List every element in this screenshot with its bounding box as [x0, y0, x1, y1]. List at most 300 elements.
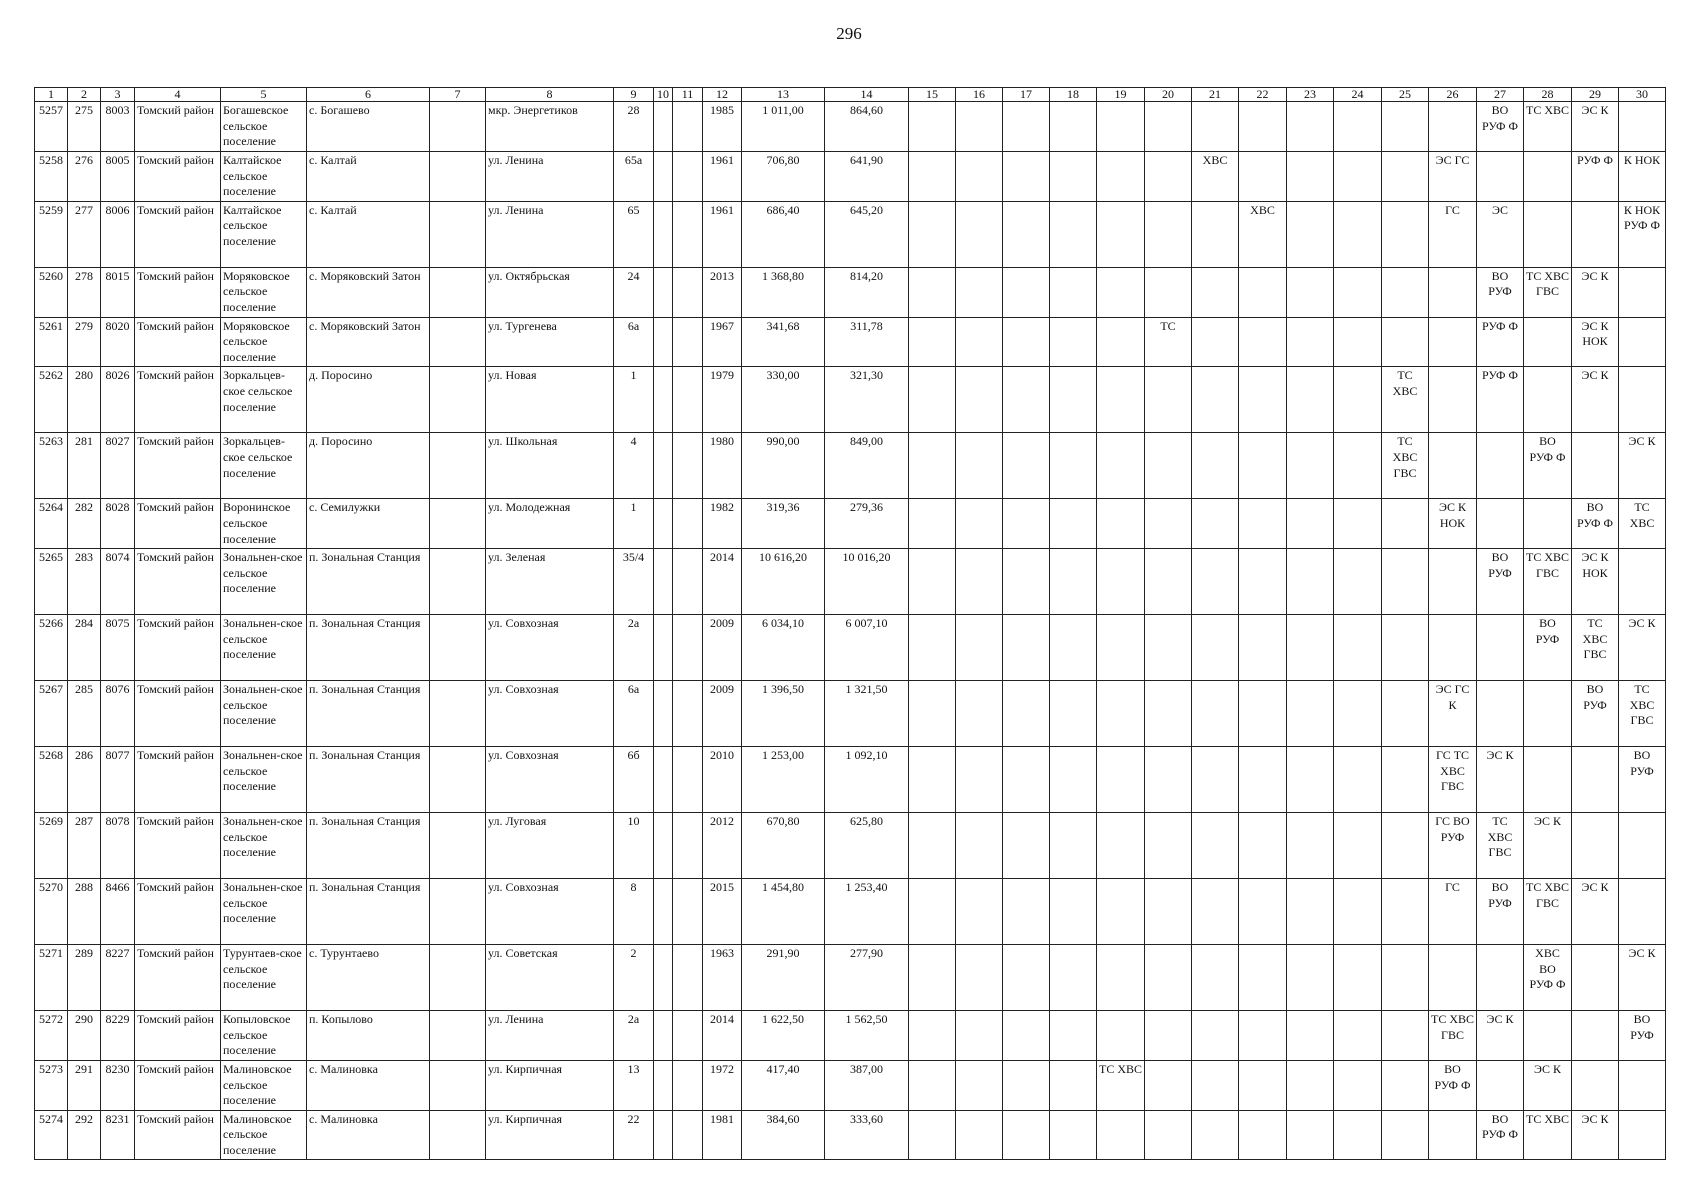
table-cell-col-3: 8230 — [101, 1060, 135, 1110]
column-header: 1 — [35, 88, 68, 102]
table-cell-col-2: 287 — [68, 813, 101, 879]
table-cell-col-14: 645,20 — [825, 201, 909, 267]
table-cell-col-9: 24 — [614, 267, 654, 317]
table-cell-col-23 — [1287, 433, 1334, 499]
table-cell-col-24 — [1334, 747, 1382, 813]
table-cell-col-4: Томский район — [135, 681, 221, 747]
column-number-header — [35, 88, 1666, 102]
table-cell-col-10 — [654, 433, 673, 499]
table-cell-col-14: 1 092,10 — [825, 747, 909, 813]
table-cell-col-27: ЭС К — [1477, 747, 1524, 813]
table-cell-col-18 — [1050, 615, 1097, 681]
table-cell-col-12: 2009 — [703, 681, 742, 747]
table-cell-col-8: ул. Совхозная — [486, 747, 614, 813]
table-row — [35, 615, 1666, 681]
table-cell-col-1: 5264 — [35, 499, 68, 549]
table-cell-col-6: с. Богашево — [307, 102, 430, 152]
table-cell-col-8: ул. Зеленая — [486, 549, 614, 615]
table-cell-col-20 — [1145, 433, 1192, 499]
table-cell-col-14: 6 007,10 — [825, 615, 909, 681]
table-row — [35, 267, 1666, 317]
table-cell-col-10 — [654, 615, 673, 681]
table-cell-col-30: ВО РУФ — [1619, 747, 1666, 813]
table-cell-col-12: 1981 — [703, 1110, 742, 1160]
table-cell-col-20 — [1145, 549, 1192, 615]
table-cell-col-1: 5265 — [35, 549, 68, 615]
table-cell-col-20 — [1145, 681, 1192, 747]
table-cell-col-25 — [1382, 201, 1429, 267]
table-cell-col-27 — [1477, 1060, 1524, 1110]
table-cell-col-26: ГС ВО РУФ — [1429, 813, 1477, 879]
table-row — [35, 549, 1666, 615]
table-cell-col-26 — [1429, 102, 1477, 152]
table-cell-col-13: 319,36 — [742, 499, 825, 549]
table-cell-col-20 — [1145, 267, 1192, 317]
table-cell-col-30 — [1619, 367, 1666, 433]
table-cell-col-12: 1979 — [703, 367, 742, 433]
table-cell-col-9: 22 — [614, 1110, 654, 1160]
table-cell-col-6: п. Зональная Станция — [307, 879, 430, 945]
table-cell-col-10 — [654, 499, 673, 549]
table-cell-col-17 — [1003, 1011, 1050, 1061]
table-cell-col-28 — [1524, 681, 1572, 747]
table-cell-col-8: ул. Кирпичная — [486, 1060, 614, 1110]
table-cell-col-24 — [1334, 615, 1382, 681]
table-cell-col-10 — [654, 879, 673, 945]
table-cell-col-15 — [909, 317, 956, 367]
table-cell-col-18 — [1050, 201, 1097, 267]
table-cell-col-11 — [673, 945, 703, 1011]
table-cell-col-18 — [1050, 433, 1097, 499]
table-cell-col-29: ЭС К — [1572, 367, 1619, 433]
table-cell-col-24 — [1334, 433, 1382, 499]
column-header: 12 — [703, 88, 742, 102]
table-cell-col-26 — [1429, 615, 1477, 681]
table-cell-col-8: ул. Школьная — [486, 433, 614, 499]
table-cell-col-25 — [1382, 1060, 1429, 1110]
table-cell-col-10 — [654, 201, 673, 267]
table-cell-col-1: 5261 — [35, 317, 68, 367]
table-cell-col-7 — [430, 499, 486, 549]
table-cell-col-6: с. Моряковский Затон — [307, 317, 430, 367]
table-cell-col-25 — [1382, 879, 1429, 945]
table-cell-col-14: 279,36 — [825, 499, 909, 549]
table-cell-col-4: Томский район — [135, 747, 221, 813]
table-cell-col-28 — [1524, 152, 1572, 202]
column-header: 9 — [614, 88, 654, 102]
table-cell-col-4: Томский район — [135, 615, 221, 681]
table-cell-col-10 — [654, 1110, 673, 1160]
table-cell-col-21 — [1192, 615, 1239, 681]
table-cell-col-5: Зональнен-ское сельское поселение — [221, 549, 307, 615]
table-cell-col-2: 290 — [68, 1011, 101, 1061]
table-cell-col-29: ВО РУФ — [1572, 681, 1619, 747]
table-cell-col-25 — [1382, 747, 1429, 813]
table-cell-col-3: 8005 — [101, 152, 135, 202]
table-cell-col-19 — [1097, 317, 1145, 367]
table-cell-col-14: 1 562,50 — [825, 1011, 909, 1061]
table-cell-col-14: 321,30 — [825, 367, 909, 433]
table-cell-col-22 — [1239, 317, 1287, 367]
table-cell-col-25 — [1382, 549, 1429, 615]
table-cell-col-28 — [1524, 747, 1572, 813]
table-cell-col-24 — [1334, 681, 1382, 747]
table-row — [35, 317, 1666, 367]
table-cell-col-28 — [1524, 367, 1572, 433]
table-cell-col-6: п. Зональная Станция — [307, 681, 430, 747]
table-cell-col-4: Томский район — [135, 102, 221, 152]
table-cell-col-5: Зоркальцев-ское сельское поселение — [221, 433, 307, 499]
table-cell-col-30: ЭС К — [1619, 615, 1666, 681]
table-cell-col-30: ВО РУФ — [1619, 1011, 1666, 1061]
table-cell-col-18 — [1050, 102, 1097, 152]
table-cell-col-29 — [1572, 1011, 1619, 1061]
table-cell-col-19 — [1097, 433, 1145, 499]
table-cell-col-15 — [909, 499, 956, 549]
table-cell-col-5: Зональнен-ское сельское поселение — [221, 747, 307, 813]
table-cell-col-7 — [430, 945, 486, 1011]
table-cell-col-11 — [673, 813, 703, 879]
table-cell-col-30: ТС ХВС ГВС — [1619, 681, 1666, 747]
table-cell-col-3: 8020 — [101, 317, 135, 367]
table-cell-col-19 — [1097, 267, 1145, 317]
table-cell-col-21 — [1192, 747, 1239, 813]
column-header: 15 — [909, 88, 956, 102]
table-cell-col-16 — [956, 1060, 1003, 1110]
table-cell-col-13: 990,00 — [742, 433, 825, 499]
table-cell-col-17 — [1003, 367, 1050, 433]
table-cell-col-25 — [1382, 1110, 1429, 1160]
column-header: 30 — [1619, 88, 1666, 102]
table-cell-col-27 — [1477, 152, 1524, 202]
table-cell-col-5: Воронинское сельское поселение — [221, 499, 307, 549]
table-cell-col-17 — [1003, 945, 1050, 1011]
table-cell-col-4: Томский район — [135, 267, 221, 317]
table-cell-col-7 — [430, 102, 486, 152]
table-cell-col-20 — [1145, 945, 1192, 1011]
table-row — [35, 879, 1666, 945]
table-cell-col-4: Томский район — [135, 317, 221, 367]
table-cell-col-9: 2 — [614, 945, 654, 1011]
table-cell-col-21 — [1192, 1060, 1239, 1110]
table-cell-col-19: ТС ХВС — [1097, 1060, 1145, 1110]
table-cell-col-29: ЭС К — [1572, 267, 1619, 317]
table-cell-col-21 — [1192, 317, 1239, 367]
table-cell-col-24 — [1334, 879, 1382, 945]
table-cell-col-20 — [1145, 813, 1192, 879]
table-cell-col-27: ЭС — [1477, 201, 1524, 267]
table-cell-col-23 — [1287, 1110, 1334, 1160]
table-cell-col-21 — [1192, 549, 1239, 615]
table-cell-col-16 — [956, 1110, 1003, 1160]
table-cell-col-15 — [909, 1110, 956, 1160]
table-cell-col-30: ЭС К — [1619, 433, 1666, 499]
table-cell-col-26: ЭС К НОК — [1429, 499, 1477, 549]
table-cell-col-9: 1 — [614, 499, 654, 549]
table-cell-col-5: Зональнен-ское сельское поселение — [221, 681, 307, 747]
table-cell-col-19 — [1097, 1011, 1145, 1061]
table-cell-col-25 — [1382, 681, 1429, 747]
table-cell-col-16 — [956, 433, 1003, 499]
table-cell-col-11 — [673, 879, 703, 945]
table-cell-col-1: 5272 — [35, 1011, 68, 1061]
table-cell-col-25 — [1382, 499, 1429, 549]
table-cell-col-16 — [956, 1011, 1003, 1061]
table-cell-col-2: 291 — [68, 1060, 101, 1110]
table-cell-col-9: 13 — [614, 1060, 654, 1110]
table-cell-col-7 — [430, 879, 486, 945]
table-cell-col-15 — [909, 267, 956, 317]
table-cell-col-20 — [1145, 615, 1192, 681]
table-cell-col-2: 280 — [68, 367, 101, 433]
column-header: 10 — [654, 88, 673, 102]
table-cell-col-12: 1985 — [703, 102, 742, 152]
table-cell-col-30 — [1619, 1110, 1666, 1160]
table-cell-col-2: 279 — [68, 317, 101, 367]
table-cell-col-8: ул. Совхозная — [486, 615, 614, 681]
table-cell-col-23 — [1287, 945, 1334, 1011]
table-cell-col-16 — [956, 499, 1003, 549]
table-cell-col-17 — [1003, 747, 1050, 813]
table-cell-col-16 — [956, 367, 1003, 433]
table-cell-col-4: Томский район — [135, 945, 221, 1011]
table-cell-col-5: Малиновское сельское поселение — [221, 1110, 307, 1160]
table-cell-col-12: 1963 — [703, 945, 742, 1011]
table-cell-col-13: 1 011,00 — [742, 102, 825, 152]
table-cell-col-7 — [430, 813, 486, 879]
table-cell-col-2: 285 — [68, 681, 101, 747]
table-cell-col-14: 864,60 — [825, 102, 909, 152]
table-cell-col-8: ул. Новая — [486, 367, 614, 433]
table-cell-col-17 — [1003, 433, 1050, 499]
table-cell-col-20 — [1145, 367, 1192, 433]
table-cell-col-11 — [673, 201, 703, 267]
table-cell-col-21 — [1192, 879, 1239, 945]
table-cell-col-26: ЭС ГС К — [1429, 681, 1477, 747]
table-cell-col-3: 8078 — [101, 813, 135, 879]
table-cell-col-17 — [1003, 615, 1050, 681]
table-cell-col-19 — [1097, 201, 1145, 267]
table-cell-col-9: 8 — [614, 879, 654, 945]
table-row — [35, 681, 1666, 747]
table-cell-col-29: РУФ Ф — [1572, 152, 1619, 202]
table-cell-col-5: Калтайское сельское поселение — [221, 201, 307, 267]
table-cell-col-10 — [654, 267, 673, 317]
column-header: 25 — [1382, 88, 1429, 102]
column-header: 5 — [221, 88, 307, 102]
table-cell-col-12: 2013 — [703, 267, 742, 317]
table-cell-col-30 — [1619, 879, 1666, 945]
table-cell-col-10 — [654, 549, 673, 615]
table-cell-col-16 — [956, 267, 1003, 317]
column-header: 3 — [101, 88, 135, 102]
table-cell-col-16 — [956, 615, 1003, 681]
table-cell-col-25: ТС ХВС ГВС — [1382, 433, 1429, 499]
table-cell-col-26 — [1429, 945, 1477, 1011]
table-cell-col-19 — [1097, 152, 1145, 202]
table-cell-col-25 — [1382, 152, 1429, 202]
table-cell-col-10 — [654, 813, 673, 879]
table-cell-col-13: 1 454,80 — [742, 879, 825, 945]
table-cell-col-26: ГС — [1429, 879, 1477, 945]
table-cell-col-30 — [1619, 549, 1666, 615]
table-cell-col-28 — [1524, 499, 1572, 549]
table-cell-col-1: 5259 — [35, 201, 68, 267]
table-cell-col-7 — [430, 152, 486, 202]
table-cell-col-13: 1 368,80 — [742, 267, 825, 317]
table-cell-col-27: ВО РУФ — [1477, 549, 1524, 615]
table-cell-col-7 — [430, 549, 486, 615]
table-cell-col-22 — [1239, 1011, 1287, 1061]
table-cell-col-15 — [909, 945, 956, 1011]
table-cell-col-26 — [1429, 267, 1477, 317]
table-cell-col-4: Томский район — [135, 813, 221, 879]
table-cell-col-11 — [673, 1060, 703, 1110]
table-cell-col-7 — [430, 615, 486, 681]
table-cell-col-1: 5274 — [35, 1110, 68, 1160]
table-cell-col-27: ВО РУФ — [1477, 267, 1524, 317]
table-cell-col-15 — [909, 433, 956, 499]
table-cell-col-20 — [1145, 879, 1192, 945]
page-number: 296 — [836, 24, 862, 43]
table-cell-col-16 — [956, 813, 1003, 879]
table-cell-col-23 — [1287, 267, 1334, 317]
table-cell-col-16 — [956, 945, 1003, 1011]
table-cell-col-24 — [1334, 813, 1382, 879]
table-cell-col-28: ТС ХВС — [1524, 1110, 1572, 1160]
table-cell-col-13: 706,80 — [742, 152, 825, 202]
table-cell-col-16 — [956, 681, 1003, 747]
table-cell-col-24 — [1334, 367, 1382, 433]
table-cell-col-12: 1972 — [703, 1060, 742, 1110]
table-cell-col-20 — [1145, 1011, 1192, 1061]
table-cell-col-15 — [909, 879, 956, 945]
table-cell-col-27: ВО РУФ — [1477, 879, 1524, 945]
table-cell-col-29: ВО РУФ Ф — [1572, 499, 1619, 549]
table-cell-col-12: 2015 — [703, 879, 742, 945]
table-cell-col-15 — [909, 367, 956, 433]
table-cell-col-3: 8015 — [101, 267, 135, 317]
table-cell-col-29 — [1572, 201, 1619, 267]
table-cell-col-13: 417,40 — [742, 1060, 825, 1110]
table-cell-col-27: ЭС К — [1477, 1011, 1524, 1061]
table-cell-col-18 — [1050, 499, 1097, 549]
table-cell-col-2: 288 — [68, 879, 101, 945]
table-cell-col-11 — [673, 317, 703, 367]
table-cell-col-22 — [1239, 102, 1287, 152]
table-cell-col-3: 8006 — [101, 201, 135, 267]
table-cell-col-29 — [1572, 433, 1619, 499]
table-cell-col-21 — [1192, 681, 1239, 747]
table-cell-col-28 — [1524, 1011, 1572, 1061]
table-cell-col-29: ЭС К НОК — [1572, 317, 1619, 367]
table-row — [35, 747, 1666, 813]
table-cell-col-1: 5258 — [35, 152, 68, 202]
table-cell-col-30 — [1619, 317, 1666, 367]
table-cell-col-7 — [430, 433, 486, 499]
table-cell-col-8: ул. Совхозная — [486, 681, 614, 747]
table-cell-col-25: ТС ХВС — [1382, 367, 1429, 433]
table-row — [35, 152, 1666, 202]
table-cell-col-18 — [1050, 367, 1097, 433]
table-cell-col-22 — [1239, 813, 1287, 879]
table-cell-col-11 — [673, 747, 703, 813]
table-cell-col-29: ЭС К — [1572, 1110, 1619, 1160]
table-cell-col-2: 289 — [68, 945, 101, 1011]
table-cell-col-24 — [1334, 1110, 1382, 1160]
table-cell-col-29 — [1572, 945, 1619, 1011]
table-cell-col-18 — [1050, 747, 1097, 813]
table-cell-col-3: 8027 — [101, 433, 135, 499]
table-cell-col-18 — [1050, 879, 1097, 945]
table-cell-col-7 — [430, 1011, 486, 1061]
table-cell-col-27 — [1477, 433, 1524, 499]
table-cell-col-11 — [673, 102, 703, 152]
table-cell-col-1: 5257 — [35, 102, 68, 152]
column-header: 24 — [1334, 88, 1382, 102]
table-cell-col-13: 6 034,10 — [742, 615, 825, 681]
table-cell-col-16 — [956, 549, 1003, 615]
table-cell-col-6: п. Зональная Станция — [307, 549, 430, 615]
table-cell-col-22 — [1239, 1110, 1287, 1160]
table-cell-col-8: ул. Ленина — [486, 152, 614, 202]
table-cell-col-3: 8231 — [101, 1110, 135, 1160]
table-cell-col-26 — [1429, 367, 1477, 433]
table-cell-col-29: ЭС К — [1572, 879, 1619, 945]
table-cell-col-24 — [1334, 1060, 1382, 1110]
table-cell-col-15 — [909, 549, 956, 615]
table-cell-col-9: 4 — [614, 433, 654, 499]
table-cell-col-22 — [1239, 367, 1287, 433]
table-cell-col-6: п. Зональная Станция — [307, 747, 430, 813]
table-cell-col-9: 65 — [614, 201, 654, 267]
table-cell-col-4: Томский район — [135, 1011, 221, 1061]
table-cell-col-13: 10 616,20 — [742, 549, 825, 615]
table-cell-col-26 — [1429, 317, 1477, 367]
table-cell-col-27: ВО РУФ Ф — [1477, 1110, 1524, 1160]
table-cell-col-18 — [1050, 1060, 1097, 1110]
table-cell-col-19 — [1097, 102, 1145, 152]
table-cell-col-18 — [1050, 267, 1097, 317]
table-cell-col-3: 8076 — [101, 681, 135, 747]
table-cell-col-9: 2а — [614, 1011, 654, 1061]
table-cell-col-22 — [1239, 681, 1287, 747]
table-cell-col-1: 5269 — [35, 813, 68, 879]
table-cell-col-13: 1 396,50 — [742, 681, 825, 747]
table-cell-col-14: 311,78 — [825, 317, 909, 367]
table-cell-col-8: мкр. Энергетиков — [486, 102, 614, 152]
table-cell-col-6: д. Поросино — [307, 367, 430, 433]
column-header: 27 — [1477, 88, 1524, 102]
table-cell-col-2: 282 — [68, 499, 101, 549]
table-cell-col-24 — [1334, 499, 1382, 549]
table-cell-col-10 — [654, 367, 673, 433]
table-cell-col-27 — [1477, 499, 1524, 549]
table-cell-col-1: 5260 — [35, 267, 68, 317]
table-cell-col-7 — [430, 1110, 486, 1160]
table-cell-col-22 — [1239, 615, 1287, 681]
table-cell-col-18 — [1050, 152, 1097, 202]
table-cell-col-27: ТС ХВС ГВС — [1477, 813, 1524, 879]
table-cell-col-10 — [654, 1011, 673, 1061]
table-cell-col-14: 387,00 — [825, 1060, 909, 1110]
table-cell-col-12: 2012 — [703, 813, 742, 879]
table-cell-col-3: 8026 — [101, 367, 135, 433]
table-cell-col-14: 1 253,40 — [825, 879, 909, 945]
table-cell-col-20 — [1145, 747, 1192, 813]
table-cell-col-17 — [1003, 317, 1050, 367]
table-cell-col-14: 641,90 — [825, 152, 909, 202]
